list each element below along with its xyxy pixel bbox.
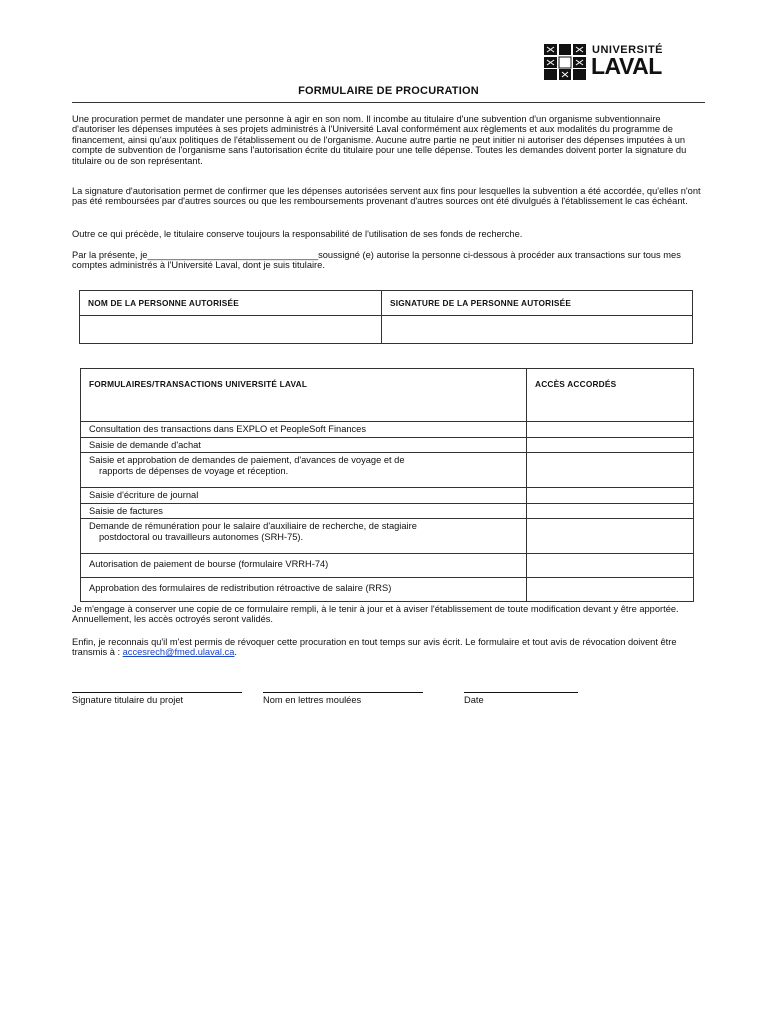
transaction-row-label: Saisie d'écriture de journal: [81, 488, 527, 504]
commitment-paragraph: Je m'engage à conserver une copie de ce formulaire rempli, à le tenir à jour et à aviser l'établissement de toute modification devant y être apportée. Annuellement, les accès octroyés seront validés.: [72, 604, 679, 625]
transaction-row-line: Saisie et approbation de demandes de paiement, d'avances de voyage et de: [89, 455, 405, 466]
logo-laval-text: LAVAL: [591, 53, 662, 79]
date-block: [464, 683, 578, 705]
access-cell[interactable]: [527, 519, 694, 554]
name-block: [263, 683, 423, 705]
access-cell[interactable]: [527, 437, 694, 453]
access-cell[interactable]: [527, 422, 694, 438]
access-header: ACCÈS ACCORDÉS: [527, 369, 694, 422]
access-cell[interactable]: [527, 453, 694, 488]
transaction-row-label: Saisie de factures: [81, 503, 527, 519]
transaction-row-label: Approbation des formulaires de redistribution rétroactive de salaire (RRS): [81, 578, 527, 602]
title-divider: [72, 102, 705, 103]
page-title: FORMULAIRE DE PROCURATION: [298, 85, 479, 97]
access-cell[interactable]: [527, 488, 694, 504]
crest-icon: [544, 44, 586, 80]
university-logo: [544, 44, 670, 80]
name-label: Nom en lettres moulées: [263, 695, 362, 705]
date-label: Date: [464, 695, 484, 705]
responsibility-paragraph: Outre ce qui précède, le titulaire conserve toujours la responsabilité de l'utilisation de ses fonds de recherche.: [72, 229, 523, 239]
intro-paragraph: Une procuration permet de mandater une personne à agir en son nom. Il incombe au titulaire d'une subvention d'un organisme subventionnaire d'autoriser les dépenses imputées à ses projets administrés à l'Université Laval conformément aux règlements et aux modalités du programme de financement, ainsi qu'aux politiques de l'établissement ou de l'organisme. Aucune autre partie ne peut initier ni autoriser des dépenses imputées à un compte de subvention de l'organisme sans l'autorisation écrite du titulaire pour une telle dépense. Toutes les demandes doivent porter la signature du titulaire ou de son représentant.: [72, 114, 687, 166]
revocation-end: .: [234, 647, 237, 658]
transaction-row-line: postdoctoral ou travailleurs autonomes (SRH-75).: [99, 531, 304, 542]
access-table: [80, 368, 694, 602]
authorized-person-table: [79, 290, 693, 344]
transaction-row-line: Demande de rémunération pour le salaire d'auxiliaire de recherche, de stagiaire: [89, 521, 417, 532]
name-line[interactable]: [263, 683, 423, 693]
access-cell[interactable]: [527, 578, 694, 602]
revocation-text: Enfin, je reconnais qu'il m'est permis de révoquer cette procuration en tout temps sur avis écrit. Le formulaire et tout avis de révocation doivent être transmis à :: [72, 637, 677, 658]
authorization-paragraph: Par la présente, je_________________________________soussigné (e) autorise la personne ci-dessous à procéder aux transactions sur tous mes comptes administrés à l'Université Laval, dont je suis titulaire.: [72, 250, 681, 271]
holder-signature-label: Signature titulaire du projet: [72, 695, 184, 705]
authorized-name-field[interactable]: [80, 316, 382, 344]
access-cell[interactable]: [527, 554, 694, 578]
email-link[interactable]: accesrech@fmed.ulaval.ca: [122, 647, 235, 658]
transaction-row-line: rapports de dépenses de voyage et réception.: [99, 465, 289, 476]
logo-university-text: UNIVERSITÉ: [592, 44, 664, 56]
holder-signature-block: [72, 683, 242, 705]
transaction-row-label: Consultation des transactions dans EXPLO et PeopleSoft Finances: [81, 422, 527, 438]
transaction-row-label: Autorisation de paiement de bourse (formulaire VRRH-74): [81, 554, 527, 578]
access-cell[interactable]: [527, 503, 694, 519]
date-line[interactable]: [464, 683, 578, 693]
authorized-signature-field[interactable]: [382, 316, 693, 344]
authorized-signature-header: SIGNATURE DE LA PERSONNE AUTORISÉE: [382, 291, 693, 316]
transaction-row-label: [81, 519, 527, 554]
transaction-row-label: Saisie de demande d'achat: [81, 437, 527, 453]
transaction-row-label: [81, 453, 527, 488]
holder-signature-line[interactable]: [72, 683, 242, 693]
revocation-paragraph: [72, 637, 702, 658]
transactions-header: FORMULAIRES/TRANSACTIONS UNIVERSITÉ LAVAL: [81, 369, 527, 422]
authorized-name-header: NOM DE LA PERSONNE AUTORISÉE: [80, 291, 382, 316]
signature-purpose-paragraph: La signature d'autorisation permet de confirmer que les dépenses autorisées servent aux fins pour lesquelles la subvention a été accordée, qu'elles n'ont pas été remboursées par d'autres sources ou que les remboursements provenant d'autres sources ont été divulgués à l'établissement le cas échéant.: [72, 186, 701, 207]
